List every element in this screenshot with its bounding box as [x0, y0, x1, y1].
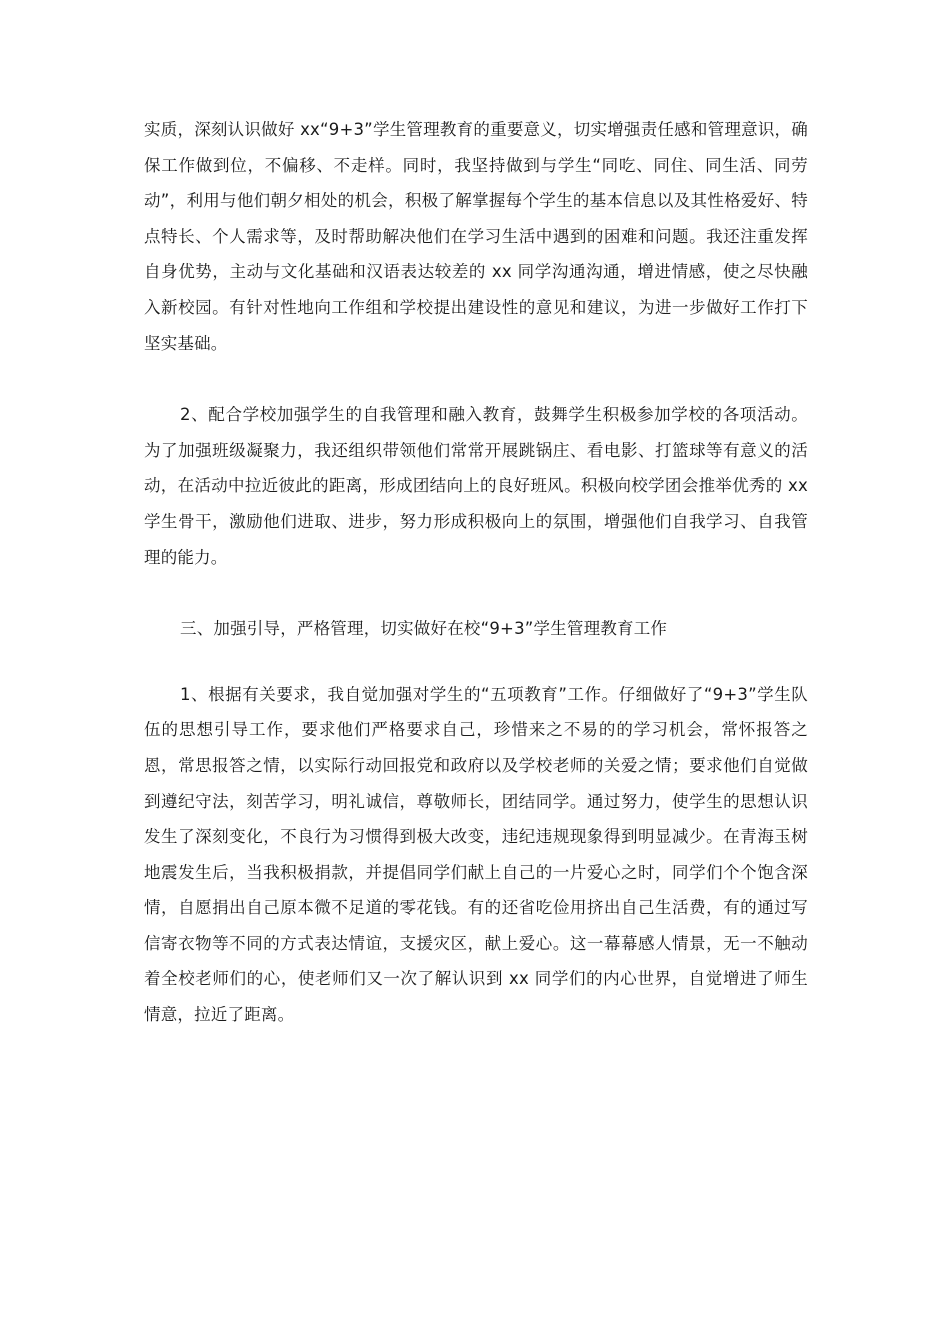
paragraph-spacer: [144, 361, 808, 397]
paragraph-item-1: 1、根据有关要求，我自觉加强对学生的“五项教育”工作。仔细做好了“9+3”学生队伍的思想引导工作，要求他们严格要求自己，珍惜来之不易的的学习机会，常怀报答之恩，常思报答之情，以实际行动回报党和政府以及学校老师的关爱之情；要求他们自觉做到遵纪守法，刻苦学习，明礼诚信，尊敬师长，团结同学。通过努力，使学生的思想认识发生了深刻变化，不良行为习惯得到极大改变，违纪违规现象得到明显减少。在青海玉树地震发生后，当我积极捐款，并提倡同学们献上自己的一片爱心之时，同学们个个饱含深情，自愿捐出自己原本微不足道的零花钱。有的还省吃俭用挤出自己生活费，有的通过写信寄衣物等不同的方式表达情谊，支援灾区，献上爱心。这一幕幕感人情景，无一不触动着全校老师们的心，使老师们又一次了解认识到 xx 同学们的内心世界，自觉增进了师生情意，拉近了距离。: [144, 684, 808, 1025]
paragraph-continuation: 实质，深刻认识做好 xx“9+3”学生管理教育的重要意义，切实增强责任感和管理意识，确保工作做到位，不偏移、不走样。同时，我坚持做到与学生“同吃、同住、同生活、同劳动”，利用与他们朝夕相处的机会，积极了解掌握每个学生的基本信息以及其性格爱好、特点特长、个人需求等，及时帮助解决他们在学习生活中遇到的困难和问题。我还注重发挥自身优势，主动与文化基础和汉语表达较差的 xx 同学沟通沟通，增进情感，使之尽快融入新校园。有针对性地向工作组和学校提出建设性的意见和建议，为进一步做好工作打下坚实基础。: [144, 120, 808, 353]
document-body: [144, 112, 808, 1033]
paragraph-spacer: [144, 575, 808, 611]
section-heading-3: 三、加强引导，严格管理，切实做好在校“9+3”学生管理教育工作: [180, 619, 668, 639]
paragraph-spacer: [144, 647, 808, 677]
paragraph-item-2: 2、配合学校加强学生的自我管理和融入教育，鼓舞学生积极参加学校的各项活动。为了加强班级凝聚力，我还组织带领他们常常开展跳锅庄、看电影、打篮球等有意义的活动，在活动中拉近彼此的距离，形成团结向上的良好班风。积极向校学团会推举优秀的 xx 学生骨干，激励他们进取、进步，努力形成积极向上的氛围，增强他们自我学习、自我管理的能力。: [144, 405, 808, 567]
